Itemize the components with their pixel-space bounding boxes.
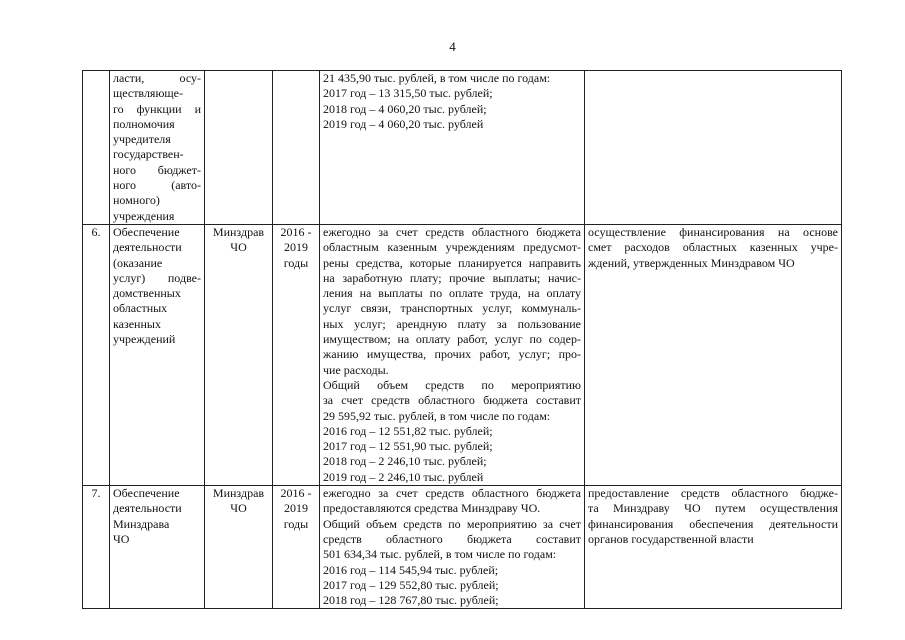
text-line: предоставление средств областного бюдже- [588,486,838,501]
text-line: государствен- [113,147,184,162]
cell-number [83,486,110,609]
text-line: (оказание [113,255,163,270]
text-line: Минздрава [113,516,170,531]
text-line: ЧО [230,501,247,516]
text-line: ежегодно за счет средств областного бюджета [323,486,581,501]
text-line: Минздрав [212,224,265,239]
cell-executor [205,486,273,609]
text-line: областным казенным учреждениям предусмот- [323,240,581,255]
text-line: 2019 [284,501,308,516]
cell-number [83,224,110,485]
text-line: учредителя [113,132,171,147]
cell-funding [320,224,585,485]
table-row [83,71,842,225]
text-line: жанию имущества, прочих работ, услуг; про- [323,347,581,362]
cell-mechanism [585,486,842,609]
text-line: 2017 год – 129 552,80 тыс. рублей; [323,577,499,592]
cell-funding [320,486,585,609]
text-line: ждений, утвержденных Минздравом ЧО [588,255,795,270]
text-line: органов государственной власти [588,531,754,546]
row-number: 7. [91,486,101,501]
text-line: ного бюджет- [113,162,201,177]
table-row [83,486,842,609]
text-line: чие расходы. [323,362,389,377]
text-line: 501 634,34 тыс. рублей, в том числе по годам: [323,547,557,562]
text-line: ления на выплаты по оплате труда, на оплату [323,286,581,301]
row-number: 6. [91,224,101,239]
text-line: Обеспечение [113,224,180,239]
text-line: го функции и [113,101,201,116]
text-line: Обеспечение [113,486,180,501]
text-line: рены средства, которые планируется направить [323,255,581,270]
text-line: на заработную плату; прочие выплаты; начис- [323,270,581,285]
cell-executor [205,224,273,485]
cell-measure-name [110,71,205,225]
text-line: 2019 [284,240,308,255]
text-line: учреждений [113,332,176,347]
text-line: ных услуг; арендную плату за пользование [323,316,581,331]
text-line: ЧО [230,240,247,255]
text-line: та Минздраву ЧО путем осуществления [588,501,838,516]
text-line: 2019 год – 2 246,10 тыс. рублей [323,469,484,484]
measures-table [82,70,842,609]
text-line: ежегодно за счет средств областного бюджета [323,224,581,239]
text-line: казенных [113,316,161,331]
text-line: 29 595,92 тыс. рублей, в том числе по годам: [323,408,551,423]
text-line: Минздрав [212,486,265,501]
text-line: 2018 год – 128 767,80 тыс. рублей; [323,593,499,608]
table-row [83,224,842,485]
cell-funding [320,71,585,225]
text-line: ласти, осу- [113,71,201,85]
text-line: средств областного бюджета составит [323,531,581,546]
text-line: за счет средств областного бюджета составит [323,393,581,408]
text-line: 2018 год – 2 246,10 тыс. рублей; [323,454,487,469]
cell-measure-name [110,224,205,485]
text-line: осуществление финансирования на основе [588,224,838,239]
text-line: деятельности [113,501,182,516]
text-line: ществляюще- [113,86,183,101]
text-line: смет расходов областных казенных учре- [588,240,838,255]
cell-number [83,71,110,225]
text-line: финансирования обеспечения деятельности [588,516,838,531]
page-number: 4 [449,39,456,54]
cell-mechanism [585,224,842,485]
text-line: ЧО [113,531,130,546]
cell-mechanism [585,71,842,225]
cell-period [273,224,320,485]
cell-measure-name [110,486,205,609]
cell-executor [205,71,273,225]
cell-period [273,71,320,225]
text-line: 2018 год – 4 060,20 тыс. рублей; [323,101,487,116]
text-line: Общий объем средств по мероприятию за счет [323,516,581,531]
text-line: деятельности [113,240,182,255]
cell-period [273,486,320,609]
text-line: 2016 - [280,224,312,239]
table-body [83,71,842,609]
text-line: услуг связи, транспортных услуг, коммуналь- [323,301,581,316]
text-line: учреждения [113,208,175,223]
text-line: 2016 - [280,486,312,501]
text-line: домственных [113,286,181,301]
text-line: полномочия [113,116,175,131]
text-line: 2016 год – 12 551,82 тыс. рублей; [323,423,493,438]
text-line: 2019 год – 4 060,20 тыс. рублей [323,116,484,131]
text-line: имуществом; на оплату работ, услуг по содер- [323,332,581,347]
text-line: услуг) подве- [113,270,201,285]
text-line: 21 435,90 тыс. рублей, в том числе по годам: [323,71,551,85]
text-line: Общий объем средств по мероприятию [323,377,581,392]
text-line: номного) [113,193,160,208]
text-line: областных [113,301,168,316]
text-line: годы [283,516,309,531]
text-line: ного (авто- [113,178,201,193]
text-line: 2017 год – 12 551,90 тыс. рублей; [323,439,493,454]
text-line: 2017 год – 13 315,50 тыс. рублей; [323,86,493,101]
text-line: годы [283,255,309,270]
text-line: 2016 год – 114 545,94 тыс. рублей; [323,562,499,577]
text-line: предоставляются средства Минздраву ЧО. [323,501,541,516]
